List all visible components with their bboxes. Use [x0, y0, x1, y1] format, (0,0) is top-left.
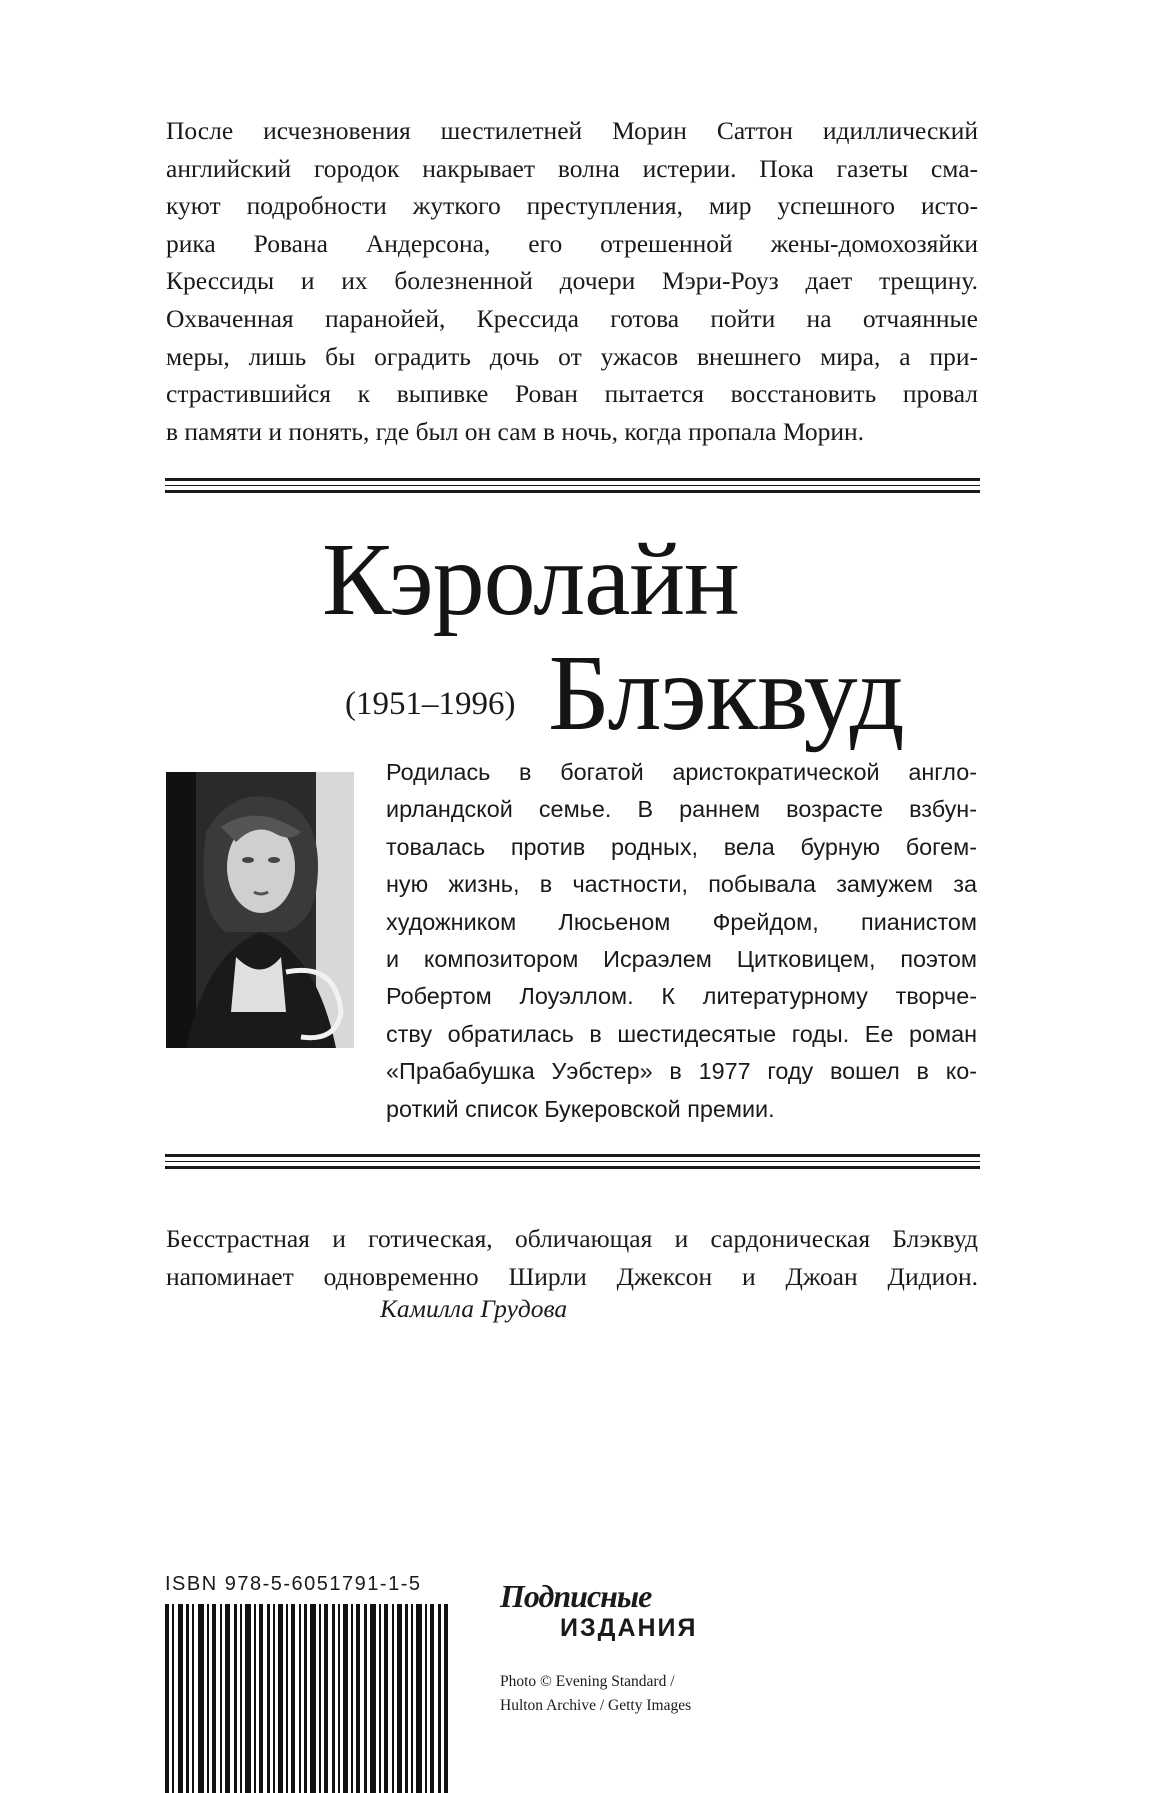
bio-line: «Прабабушка Уэбстер» в 1977 году вошел в ко- [386, 1058, 977, 1085]
bio-line: роткий список Букеровской премии. [386, 1095, 775, 1122]
photo-credit [500, 1670, 691, 1718]
publisher-logo-script: Подписные [500, 1578, 652, 1614]
blurb-line: рика Рована Андерсона, его отрешенной жены-домохозяйки [166, 228, 978, 258]
bio-line: ную жизнь, в частности, побывала замужем за [386, 871, 977, 898]
blurb-line: английский городок накрывает волна истерии. Пока газеты сма- [166, 153, 978, 183]
isbn-text: ISBN 978-5-6051791-1-5 [165, 1573, 422, 1595]
barcode-image [165, 1604, 450, 1793]
bio-line: Родилась в богатой аристократической англо- [386, 759, 977, 785]
blurb-line: в памяти и понять, где был он сам в ночь, когда пропала Морин. [166, 416, 865, 446]
blurb-line: После исчезновения шестилетней Морин Саттон идиллический [166, 116, 978, 145]
blurb-line: меры, лишь бы оградить дочь от ужасов внешнего мира, а при- [166, 341, 978, 371]
book-blurb [166, 112, 978, 450]
blurb-line: куют подробности жуткого преступления, мир успешного исто- [166, 191, 978, 221]
photo-credit-line: Photo © Evening Standard / [500, 1673, 675, 1690]
publisher-logo-main: ИЗДАНИЯ [560, 1614, 698, 1642]
quote-line: напоминает одновременно Ширли Джексон и Джоан Дидион. [166, 1261, 978, 1291]
review-quote [166, 1220, 978, 1295]
bio-line: художником Люсьеном Фрейдом, пианистом [386, 908, 977, 935]
photo-credit-line: Hulton Archive / Getty Images [500, 1697, 692, 1714]
bio-line: Робертом Лоуэллом. К литературному творче- [386, 983, 977, 1010]
bio-line: ирландской семье. В раннем возрасте взбун- [386, 796, 977, 823]
quote-line: Бесстрастная и готическая, обличающая и сардоническая Блэквуд [166, 1224, 978, 1253]
bio-line: товалась против родных, вела бурную богем- [386, 833, 977, 860]
author-last-name: Блэквуд [548, 634, 904, 753]
bio-line: и композитором Исраэлем Цитковицем, поэтом [386, 946, 977, 973]
author-portrait-image [166, 772, 354, 1048]
author-years: (1951–1996) [345, 686, 516, 722]
bottom-divider [165, 1154, 980, 1169]
blurb-line: страстившийся к выпивке Рован пытается восстановить провал [166, 379, 978, 409]
author-first-name: Кэролайн [322, 522, 739, 637]
author-bio [386, 754, 977, 1128]
blurb-line: Охваченная паранойей, Крессида готова пойти на отчаянные [166, 303, 978, 333]
blurb-line: Крессиды и их болезненной дочери Мэри-Роуз дает трещину. [166, 266, 978, 296]
bio-line: ству обратилась в шестидесятые годы. Ее роман [386, 1020, 977, 1047]
author-photo [166, 772, 354, 1048]
quote-author: Камилла Грудова [380, 1294, 568, 1323]
top-divider [165, 478, 980, 493]
